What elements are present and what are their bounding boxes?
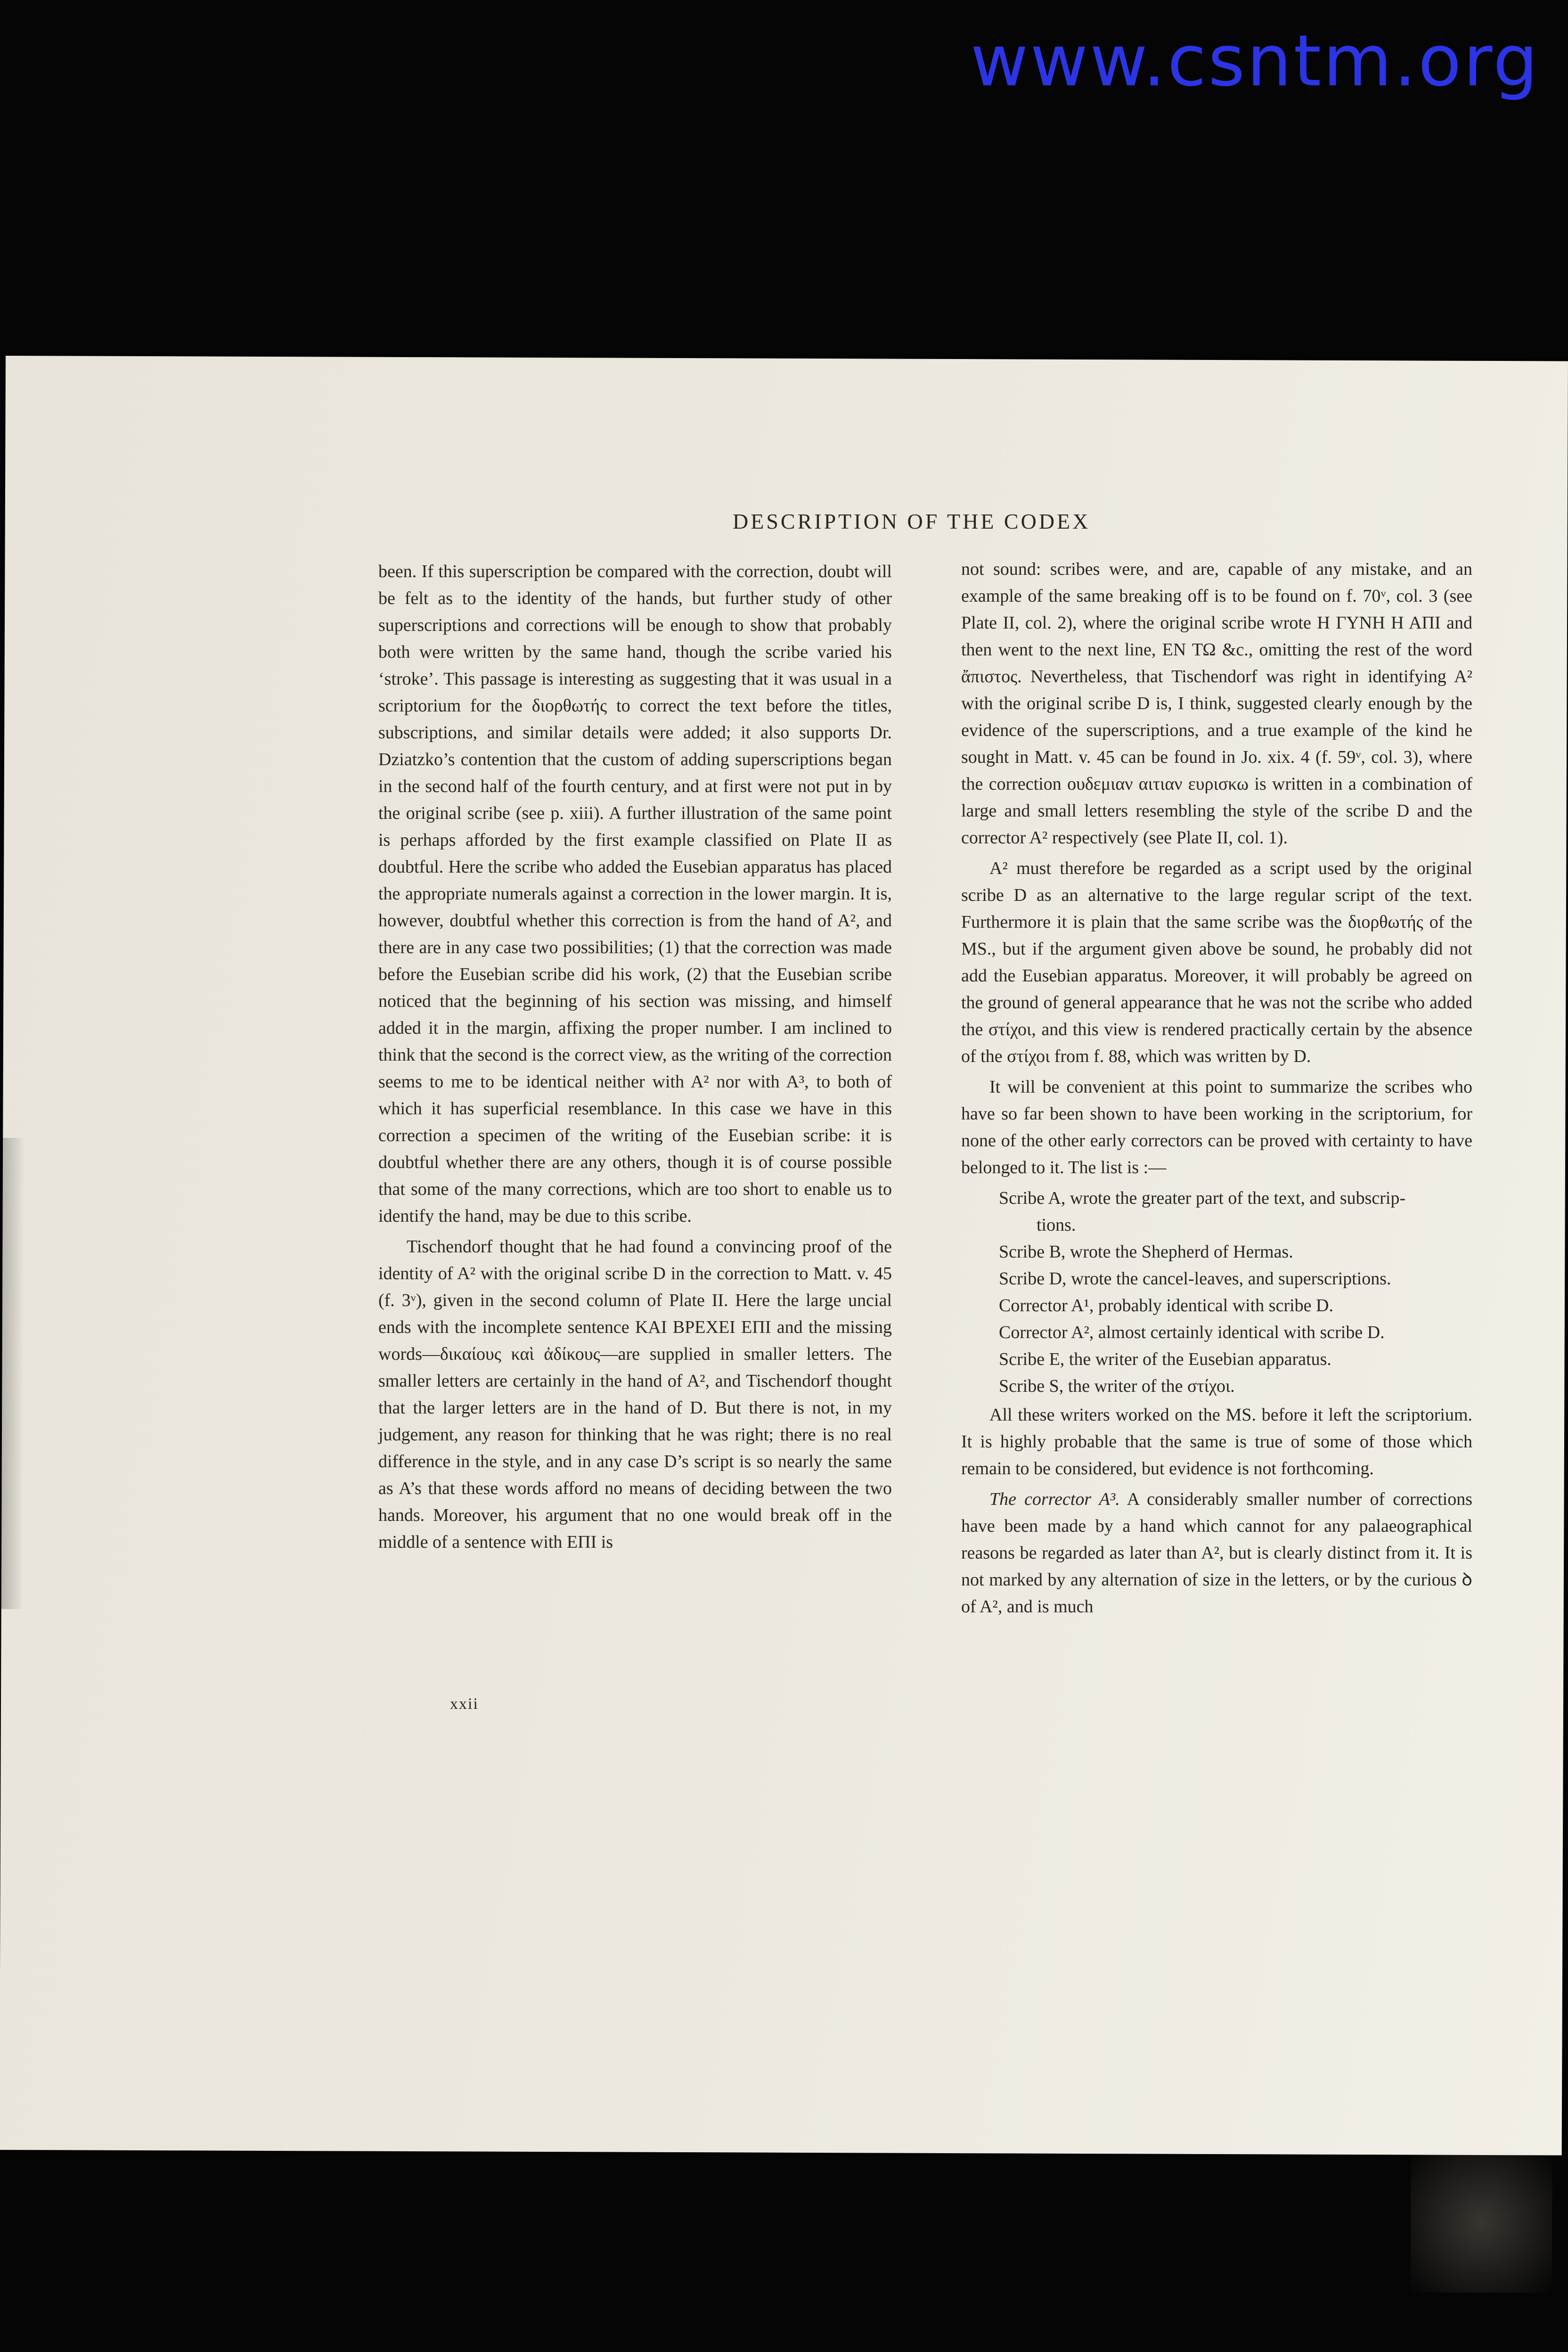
scribe-list-item: Scribe E, the writer of the Eusebian apparatus.	[999, 1349, 1331, 1369]
running-head: DESCRIPTION OF THE CODEX	[733, 509, 1091, 533]
right-column	[961, 556, 1472, 1624]
page-number: xxii	[450, 1695, 479, 1713]
scribe-list-item-continuation: tions.	[1037, 1215, 1076, 1235]
right-paragraph-2: A² must therefore be regarded as a script used by the original scribe D as an alternative to the large regular script of the text. Furthermore it is plain that the same scribe was the διορθωτής of the MS., but if the argument given above be sound, he probably did not add the Eusebian apparatus. Moreover, it will probably be agreed on the ground of general appearance that he was not the scribe who added the στίχοι, and this view is rendered practically certain by the absence of the στίχοι from f. 88, which was written by D.	[961, 858, 1472, 1066]
scribe-list-item: Scribe A, wrote the greater part of the text, and subscrip-	[999, 1188, 1406, 1208]
left-paragraph-1: been. If this superscription be compared with the correction, doubt will be felt as to the identity of the hands, but further study of other superscriptions and corrections will be enough to show that probably both were written by the same hand, though the scribe varied his ‘stroke’. This passage is interesting as suggesting that it was usual in a scriptorium for the διορθωτής to correct the text before the titles, subscriptions, and similar details were added; it also supports Dr. Dziatzko’s contention that the custom of adding superscriptions began in the second half of the fourth century, and at first were not put in by the original scribe (see p. xiii). A further illustration of the same point is perhaps afforded by the first example classified on Plate II as doubtful. Here the scribe who added the Eusebian apparatus has placed the appropriate numerals against a correction in the lower margin. It is, however, doubtful whether this correction is from the hand of A², and there are in any case two possibilities; (1) that the correction was made before the Eusebian scribe did his work, (2) that the Eusebian scribe noticed that the beginning of his section was missing, and himself added it in the margin, affixing the proper number. I am inclined to think that the second is the correct view, as the writing of the correction seems to me to be identical neither with A² nor with A³, to both of which it has superficial resemblance. In this case we have in this correction a specimen of the writing of the Eusebian scribe: it is doubtful whether there are any others, though it is of course possible that some of the many corrections, which are too short to enable us to identify the hand, may be due to this scribe.	[378, 562, 892, 1226]
scribe-list-item: Scribe D, wrote the cancel-leaves, and superscriptions.	[999, 1269, 1391, 1289]
scribe-list-item: Corrector A², almost certainly identical with scribe D.	[999, 1323, 1385, 1342]
right-paragraph-3: It will be convenient at this point to summarize the scribes who have so far been shown to have been working in the scriptorium, for none of the other early correctors can be proved with certainty to have belonged to it. The list is :—	[961, 1077, 1472, 1177]
paper-stain	[1411, 2151, 1552, 2293]
left-column	[378, 558, 892, 1560]
right-paragraph-5	[961, 1486, 1472, 1620]
scribe-list-item: Corrector A¹, probably identical with scribe D.	[999, 1296, 1333, 1315]
scribe-list	[961, 1185, 1472, 1400]
watermark: www.csntm.org	[970, 20, 1540, 102]
page-fold-shadow	[1, 1138, 24, 1609]
right-paragraph-4: All these writers worked on the MS. before it left the scriptorium. It is highly probable that the same is true of some of those which remain to be considered, but evidence is not forthcoming.	[961, 1405, 1472, 1478]
section-heading-corrector: The corrector A³.	[989, 1489, 1120, 1509]
right-paragraph-1: not sound: scribes were, and are, capable of any mistake, and an example of the same breaking off is to be found on f. 70ᵛ, col. 3 (see Plate II, col. 2), where the original scribe wrote Η ΓΥΝΗ Η ΑΠΙ and then went to the next line, ΕΝ ΤΩ &c., omitting the rest of the word ἄπιστος. Nevertheless, that Tischendorf was right in identifying A² with the original scribe D is, I think, suggested clearly enough by the evidence of the superscriptions, and a true example of the kind he sought in Matt. v. 45 can be found in Jo. xix. 4 (f. 59ᵛ, col. 3), where the correction ουδεμιαν αιτιαν ευρισκω is written in a combination of large and small letters resembling the style of the scribe D and the corrector A² respectively (see Plate II, col. 1).	[961, 559, 1472, 848]
scribe-list-item: Scribe S, the writer of the στίχοι.	[999, 1376, 1235, 1396]
scribe-list-item: Scribe B, wrote the Shepherd of Hermas.	[999, 1242, 1293, 1262]
left-paragraph-2: Tischendorf thought that he had found a convincing proof of the identity of A² with the original scribe D in the correction to Matt. v. 45 (f. 3ᵛ), given in the second column of Plate II. Here the large uncial ends with the incomplete sentence ΚΑΙ ΒΡΕΧΕΙ ΕΠΙ and the missing words—δικαίους καὶ ἀδίκους—are supplied in smaller letters. The smaller letters are certainly in the hand of A², and Tischendorf thought that the larger letters are in the hand of D. But there is not, in my judgement, any reason for thinking that he was right; there is no real difference in the style, and in any case D’s script is so nearly the same as A’s that these words afford no means of deciding between the two hands. Moreover, his argument that no one would break off in the middle of a sentence with ΕΠΙ is	[378, 1237, 892, 1552]
right-paragraph-5-text: A considerably smaller number of corrections have been made by a hand which cannot for any palaeographical reasons be regarded as later than A², but is clearly distinct from it. It is not marked by any alternation of size in the letters, or by the curious ꝺ of A², and is much	[961, 1489, 1473, 1617]
